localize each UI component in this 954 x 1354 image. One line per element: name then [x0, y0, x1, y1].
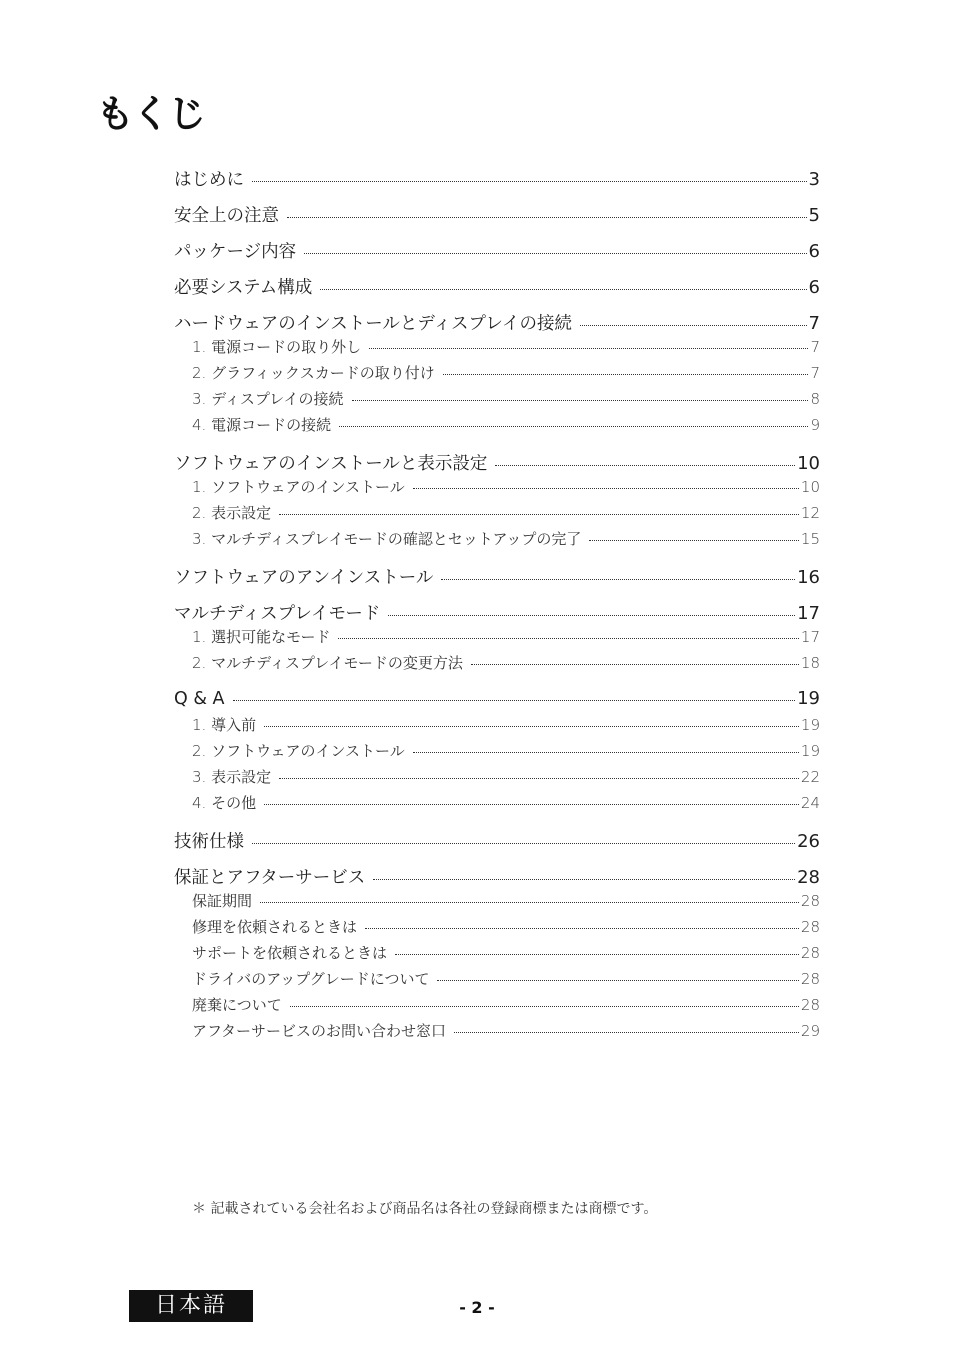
toc-entry-page: 28 — [800, 970, 820, 988]
toc-entry-page: 26 — [797, 831, 820, 852]
toc-entry-page: 29 — [800, 1022, 820, 1040]
toc-dot-leader — [339, 426, 808, 427]
language-label: 日本語 — [129, 1290, 253, 1322]
toc-dot-leader — [304, 253, 806, 254]
toc-entry-page: 17 — [797, 603, 820, 624]
toc-section[interactable] — [174, 202, 820, 228]
toc-entry-label: 2. グラフィックスカードの取り付け — [192, 364, 435, 382]
toc-dot-leader — [260, 902, 799, 903]
toc-dot-leader — [441, 579, 795, 580]
toc-subsection[interactable] — [174, 336, 820, 362]
toc-dot-leader — [279, 778, 799, 779]
toc-entry-page: 5 — [808, 205, 820, 226]
toc-entry-label: ソフトウェアのアンインストール — [174, 568, 434, 588]
toc-section[interactable] — [174, 600, 820, 626]
toc-dot-leader — [471, 664, 799, 665]
toc-entry-page: 28 — [800, 996, 820, 1014]
trademark-footnote: ＊ 記載されている会社名および商品名は各社の登録商標または商標です。 — [192, 1201, 658, 1217]
toc-section[interactable] — [174, 828, 820, 854]
toc-section[interactable] — [174, 864, 820, 890]
toc-dot-leader — [589, 540, 798, 541]
toc-subsection[interactable] — [174, 626, 820, 652]
toc-dot-leader — [580, 325, 807, 326]
toc-entry-label: マルチディスプレイモード — [174, 604, 381, 624]
toc-entry-label: 3. ディスプレイの接続 — [192, 390, 344, 408]
toc-subsection[interactable] — [174, 968, 820, 994]
toc-subsection[interactable] — [174, 652, 820, 678]
toc-entry-page: 28 — [800, 892, 820, 910]
toc-subsection[interactable] — [174, 414, 820, 440]
toc-section[interactable] — [174, 310, 820, 336]
toc-dot-leader — [252, 181, 807, 182]
toc-entry-page: 12 — [800, 504, 820, 522]
toc-entry-label: 必要システム構成 — [174, 278, 313, 298]
toc-entry-label: 3. 表示設定 — [192, 768, 272, 786]
toc-entry-page: 28 — [800, 918, 820, 936]
toc-entry-page: 28 — [797, 867, 820, 888]
toc-dot-leader — [454, 1032, 799, 1033]
toc-subsection[interactable] — [174, 740, 820, 766]
toc-section[interactable] — [174, 166, 820, 192]
toc-dot-leader — [365, 928, 799, 929]
toc-dot-leader — [264, 804, 799, 805]
toc-entry-label: 4. その他 — [192, 794, 257, 812]
toc-section[interactable] — [174, 238, 820, 264]
toc-entry-label: 保証期間 — [192, 892, 253, 910]
toc-entry-page: 10 — [797, 453, 820, 474]
toc-subsection[interactable] — [174, 388, 820, 414]
toc-entry-label: 2. ソフトウェアのインストール — [192, 742, 405, 760]
toc-dot-leader — [320, 289, 806, 290]
toc-entry-label: サポートを依頼されるときは — [192, 944, 388, 962]
page-number: - 2 - — [459, 1298, 495, 1317]
toc-entry-page: 19 — [797, 688, 820, 709]
toc-dot-leader — [252, 843, 795, 844]
toc-entry-page: 24 — [800, 794, 820, 812]
page-title: もくじ — [96, 92, 205, 136]
toc-entry-label: 技術仕様 — [174, 832, 244, 852]
toc-dot-leader — [338, 638, 798, 639]
toc-entry-label: アフターサービスのお問い合わせ窓口 — [192, 1022, 446, 1040]
toc-entry-page: 6 — [808, 277, 820, 298]
toc-entry-label: 1. 選択可能なモード — [192, 628, 331, 646]
toc-entry-label: ソフトウェアのインストールと表示設定 — [174, 454, 488, 474]
toc-entry-label: 1. ソフトウェアのインストール — [192, 478, 405, 496]
toc-entry-label: 1. 導入前 — [192, 716, 257, 734]
toc-entry-label: ドライバのアップグレードについて — [192, 970, 430, 988]
toc-dot-leader — [388, 615, 795, 616]
toc-entry-page: 6 — [808, 241, 820, 262]
toc-dot-leader — [369, 348, 808, 349]
toc-dot-leader — [352, 400, 809, 401]
toc-entry-label: 3. マルチディスプレイモードの確認とセットアップの完了 — [192, 530, 582, 548]
toc-entry-page: 18 — [800, 654, 820, 672]
table-of-contents — [174, 166, 820, 1046]
toc-entry-label: 2. マルチディスプレイモードの変更方法 — [192, 654, 463, 672]
toc-subsection[interactable] — [174, 916, 820, 942]
toc-entry-label: 安全上の注意 — [174, 206, 279, 226]
toc-entry-label: 保証とアフターサービス — [174, 868, 366, 888]
toc-subsection[interactable] — [174, 502, 820, 528]
toc-subsection[interactable] — [174, 942, 820, 968]
toc-dot-leader — [443, 374, 809, 375]
toc-subsection[interactable] — [174, 766, 820, 792]
toc-subsection[interactable] — [174, 714, 820, 740]
toc-dot-leader — [437, 980, 798, 981]
toc-section[interactable] — [174, 450, 820, 476]
toc-subsection[interactable] — [174, 528, 820, 554]
toc-subsection[interactable] — [174, 476, 820, 502]
toc-dot-leader — [264, 726, 799, 727]
toc-entry-label: 廃棄について — [192, 996, 282, 1014]
toc-dot-leader — [279, 514, 799, 515]
toc-entry-label: 4. 電源コードの接続 — [192, 416, 332, 434]
toc-entry-label: Q & A — [174, 689, 225, 709]
toc-entry-label: 2. 表示設定 — [192, 504, 272, 522]
toc-entry-page: 19 — [800, 716, 820, 734]
toc-entry-page: 7 — [808, 313, 820, 334]
toc-subsection[interactable] — [174, 1020, 820, 1046]
toc-subsection[interactable] — [174, 792, 820, 818]
toc-entry-page: 3 — [808, 169, 820, 190]
toc-entry-page: 16 — [797, 567, 820, 588]
toc-subsection[interactable] — [174, 994, 820, 1020]
toc-entry-page: 17 — [800, 628, 820, 646]
toc-entry-label: 1. 電源コードの取り外し — [192, 338, 362, 356]
toc-dot-leader — [395, 954, 799, 955]
toc-entry-page: 9 — [810, 416, 820, 434]
toc-entry-label: ハードウェアのインストールとディスプレイの接続 — [174, 314, 572, 334]
toc-entry-page: 7 — [810, 364, 820, 382]
toc-dot-leader — [290, 1006, 799, 1007]
toc-entry-label: パッケージ内容 — [174, 242, 297, 262]
toc-entry-label: 修理を依頼されるときは — [192, 918, 358, 936]
toc-section[interactable] — [174, 274, 820, 300]
toc-dot-leader — [495, 465, 795, 466]
toc-section[interactable] — [174, 688, 820, 714]
toc-subsection[interactable] — [174, 890, 820, 916]
toc-entry-label: はじめに — [174, 170, 244, 190]
toc-entry-page: 19 — [800, 742, 820, 760]
toc-dot-leader — [233, 700, 796, 701]
toc-entry-page: 15 — [800, 530, 820, 548]
toc-dot-leader — [413, 488, 799, 489]
toc-entry-page: 22 — [800, 768, 820, 786]
toc-subsection[interactable] — [174, 362, 820, 388]
toc-dot-leader — [287, 217, 807, 218]
toc-dot-leader — [373, 879, 795, 880]
toc-dot-leader — [413, 752, 799, 753]
toc-entry-page: 8 — [810, 390, 820, 408]
toc-section[interactable] — [174, 564, 820, 590]
toc-entry-page: 7 — [810, 338, 820, 356]
toc-entry-page: 10 — [800, 478, 820, 496]
toc-entry-page: 28 — [800, 944, 820, 962]
